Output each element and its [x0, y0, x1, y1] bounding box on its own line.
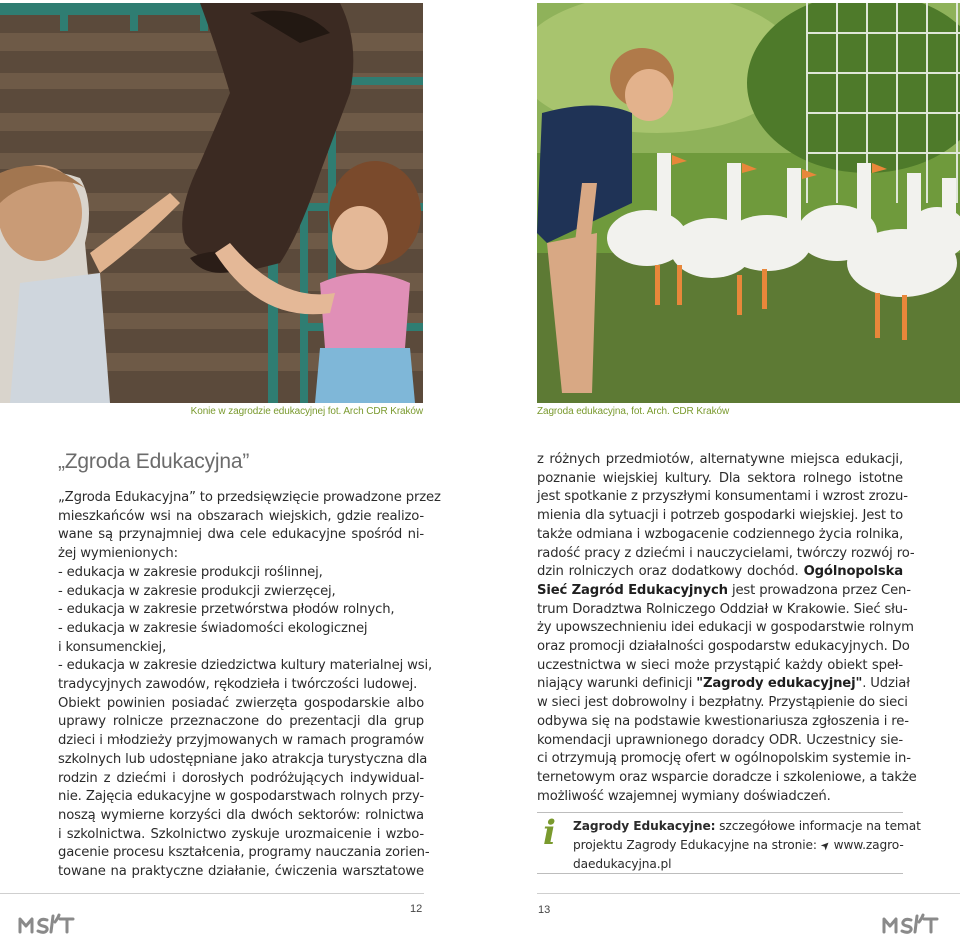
- network-name-bold: Ogólnopolska: [803, 564, 903, 580]
- definition-bold: "Zagrody edukacyjnej": [696, 676, 863, 692]
- text-span: niający warunki definicji: [537, 676, 697, 692]
- text-line: mienia dla sytuacji i potrzeb gospodarki wiejskiej. Jest to: [537, 508, 903, 524]
- text-line: rodzin z dziećmi i dorosłych podróżujących indywidual-: [58, 770, 424, 786]
- text-line: dzieci i młodzieży przyjmowanych w ramach programów: [58, 733, 424, 749]
- info-label: Zagrody Edukacyjne:: [573, 819, 716, 833]
- text-line: [537, 563, 903, 582]
- info-text: [573, 817, 921, 874]
- text-line: także odmiana i wzbogacenie codziennego życia rolnika,: [537, 526, 904, 542]
- text-line: gacenie procesu kształcenia, programy nauczania zorien-: [58, 845, 430, 861]
- text-line: trum Doradztwa Rolniczego Oddział w Krakowie. Sieć słu-: [537, 601, 908, 617]
- text-line: oraz promocji działalności gospodarstw edukacyjnych. Do: [537, 639, 910, 655]
- text-line: komendacji uprawnionego doradcy ODR. Uczestnicy sie-: [537, 732, 903, 748]
- text-line: odbywa się na podstawie kwestionariusza zgłoszenia i re-: [537, 713, 909, 729]
- text-span: dzin rolniczych oraz dodatkowy dochód.: [537, 564, 804, 580]
- text-line: w sieci jest dobrowolny i bezpłatny. Przystąpienie do sieci: [537, 695, 908, 711]
- info-line: [573, 817, 921, 836]
- footer-divider-left: [0, 893, 424, 894]
- text-line: ci otrzymują promocję ofert w ogólnopolskim systemie in-: [537, 751, 911, 767]
- photo-caption-right: Zagroda edukacyjna, fot. Arch. CDR Kraków: [537, 406, 730, 417]
- text-line: „Zgroda Edukacyjna” to przedsięwzięcie prowadzone przez: [58, 490, 441, 505]
- list-item: - edukacja w zakresie produkcji zwierzęcej,: [58, 583, 336, 599]
- photo-boy-with-geese: [537, 3, 960, 403]
- text-line: [537, 675, 910, 694]
- text-line: ternetowym oraz wsparcie doradcze i szkoleniowe, a także: [537, 769, 917, 785]
- list-item: - edukacja w zakresie świadomości ekologicznej: [58, 620, 368, 636]
- text-line: jest spotkanie z przyszłymi konsumentami i wzrost zrozu-: [537, 489, 908, 505]
- text-line: towane na praktyczne działanie, ćwiczenia warsztatowe: [58, 864, 424, 880]
- photo-caption-left: Konie w zagrodzie edukacyjnej fot. Arch CDR Kraków: [190, 406, 423, 417]
- text-line: poznanie wiejskiej kultury. Dla sektora rolnego istotne: [537, 470, 903, 486]
- article-title: „Zgroda Edukacyjna”: [58, 450, 250, 473]
- list-item: - edukacja w zakresie produkcji roślinnej,: [58, 564, 323, 580]
- text-span: projektu Zagrody Edukacyjne na stronie:: [573, 838, 821, 852]
- text-line: noszą wymierne korzyści dla dwóch sektorów: rolnictwa: [58, 807, 424, 823]
- text-line: radość pracy z dziećmi i nauczycielami, twórczy rozwój ro-: [537, 545, 915, 561]
- text-line: szkolnych lub udostępniane jako atrakcja turystyczna dla: [58, 751, 428, 767]
- text-span: jest prowadzona przez Cen-: [727, 582, 911, 598]
- text-span: szczegółowe informacje na temat: [715, 819, 921, 833]
- list-item: - edukacja w zakresie dziedzictwa kultury materialnej wsi,: [58, 658, 433, 674]
- text-line: wane są przynajmniej dwa cele edukacyjne spośród ni-: [58, 527, 424, 543]
- info-line: [573, 836, 903, 855]
- text-line: [537, 582, 911, 601]
- website-link-continued[interactable]: daedukacyjna.pl: [573, 857, 672, 871]
- text-line: z różnych przedmiotów, alternatywne miejsca edukacji,: [537, 452, 903, 467]
- page-number-left: 12: [410, 903, 423, 915]
- website-link[interactable]: www.zagro-: [829, 838, 904, 852]
- left-column-text: [58, 489, 441, 882]
- msit-logo: [881, 912, 943, 936]
- text-line: mieszkańców wsi na obszarach wiejskich, gdzie realizo-: [58, 508, 424, 524]
- list-item: tradycyjnych zawodów, rękodzieła i twórczości ludowej.: [58, 677, 418, 693]
- link-arrow-icon: ➤: [817, 837, 834, 854]
- text-line: ży upowszechnieniu idei edukacji w gospodarstwie rolnym: [537, 620, 914, 636]
- right-column-text: [537, 451, 917, 806]
- photo-children-with-horse: [0, 3, 423, 403]
- page-number-right: 13: [538, 904, 551, 916]
- text-line: uprawy rolnicze przeznaczone do prezentacji dla grup: [58, 714, 424, 730]
- text-line: i szkolnictwa. Szkolnictwo zyskuje urozmaicenie i wzbo-: [58, 826, 424, 842]
- text-line: uczestnictwa w sieci może przystąpić każdy obiekt speł-: [537, 657, 903, 673]
- text-span: . Udział: [862, 676, 910, 692]
- network-name-bold: Sieć Zagród Edukacyjnych: [537, 582, 728, 598]
- text-line: nie. Zajęcia edukacyjne w gospodarstwach rolnych przy-: [58, 789, 424, 805]
- info-icon: i: [543, 813, 556, 853]
- text-line: żej wymienionych:: [58, 546, 178, 562]
- info-box: [537, 812, 921, 874]
- list-item: - edukacja w zakresie przetwórstwa płodów rolnych,: [58, 602, 395, 618]
- text-line: możliwość wzajemnej wymiany doświadczeń.: [537, 788, 831, 804]
- footer-divider-right: [537, 893, 960, 894]
- msit-logo: [17, 912, 79, 936]
- text-line: Obiekt powinien posiadać zwierzęta gospodarskie albo: [58, 695, 424, 711]
- list-item: i konsumenckiej,: [58, 639, 167, 655]
